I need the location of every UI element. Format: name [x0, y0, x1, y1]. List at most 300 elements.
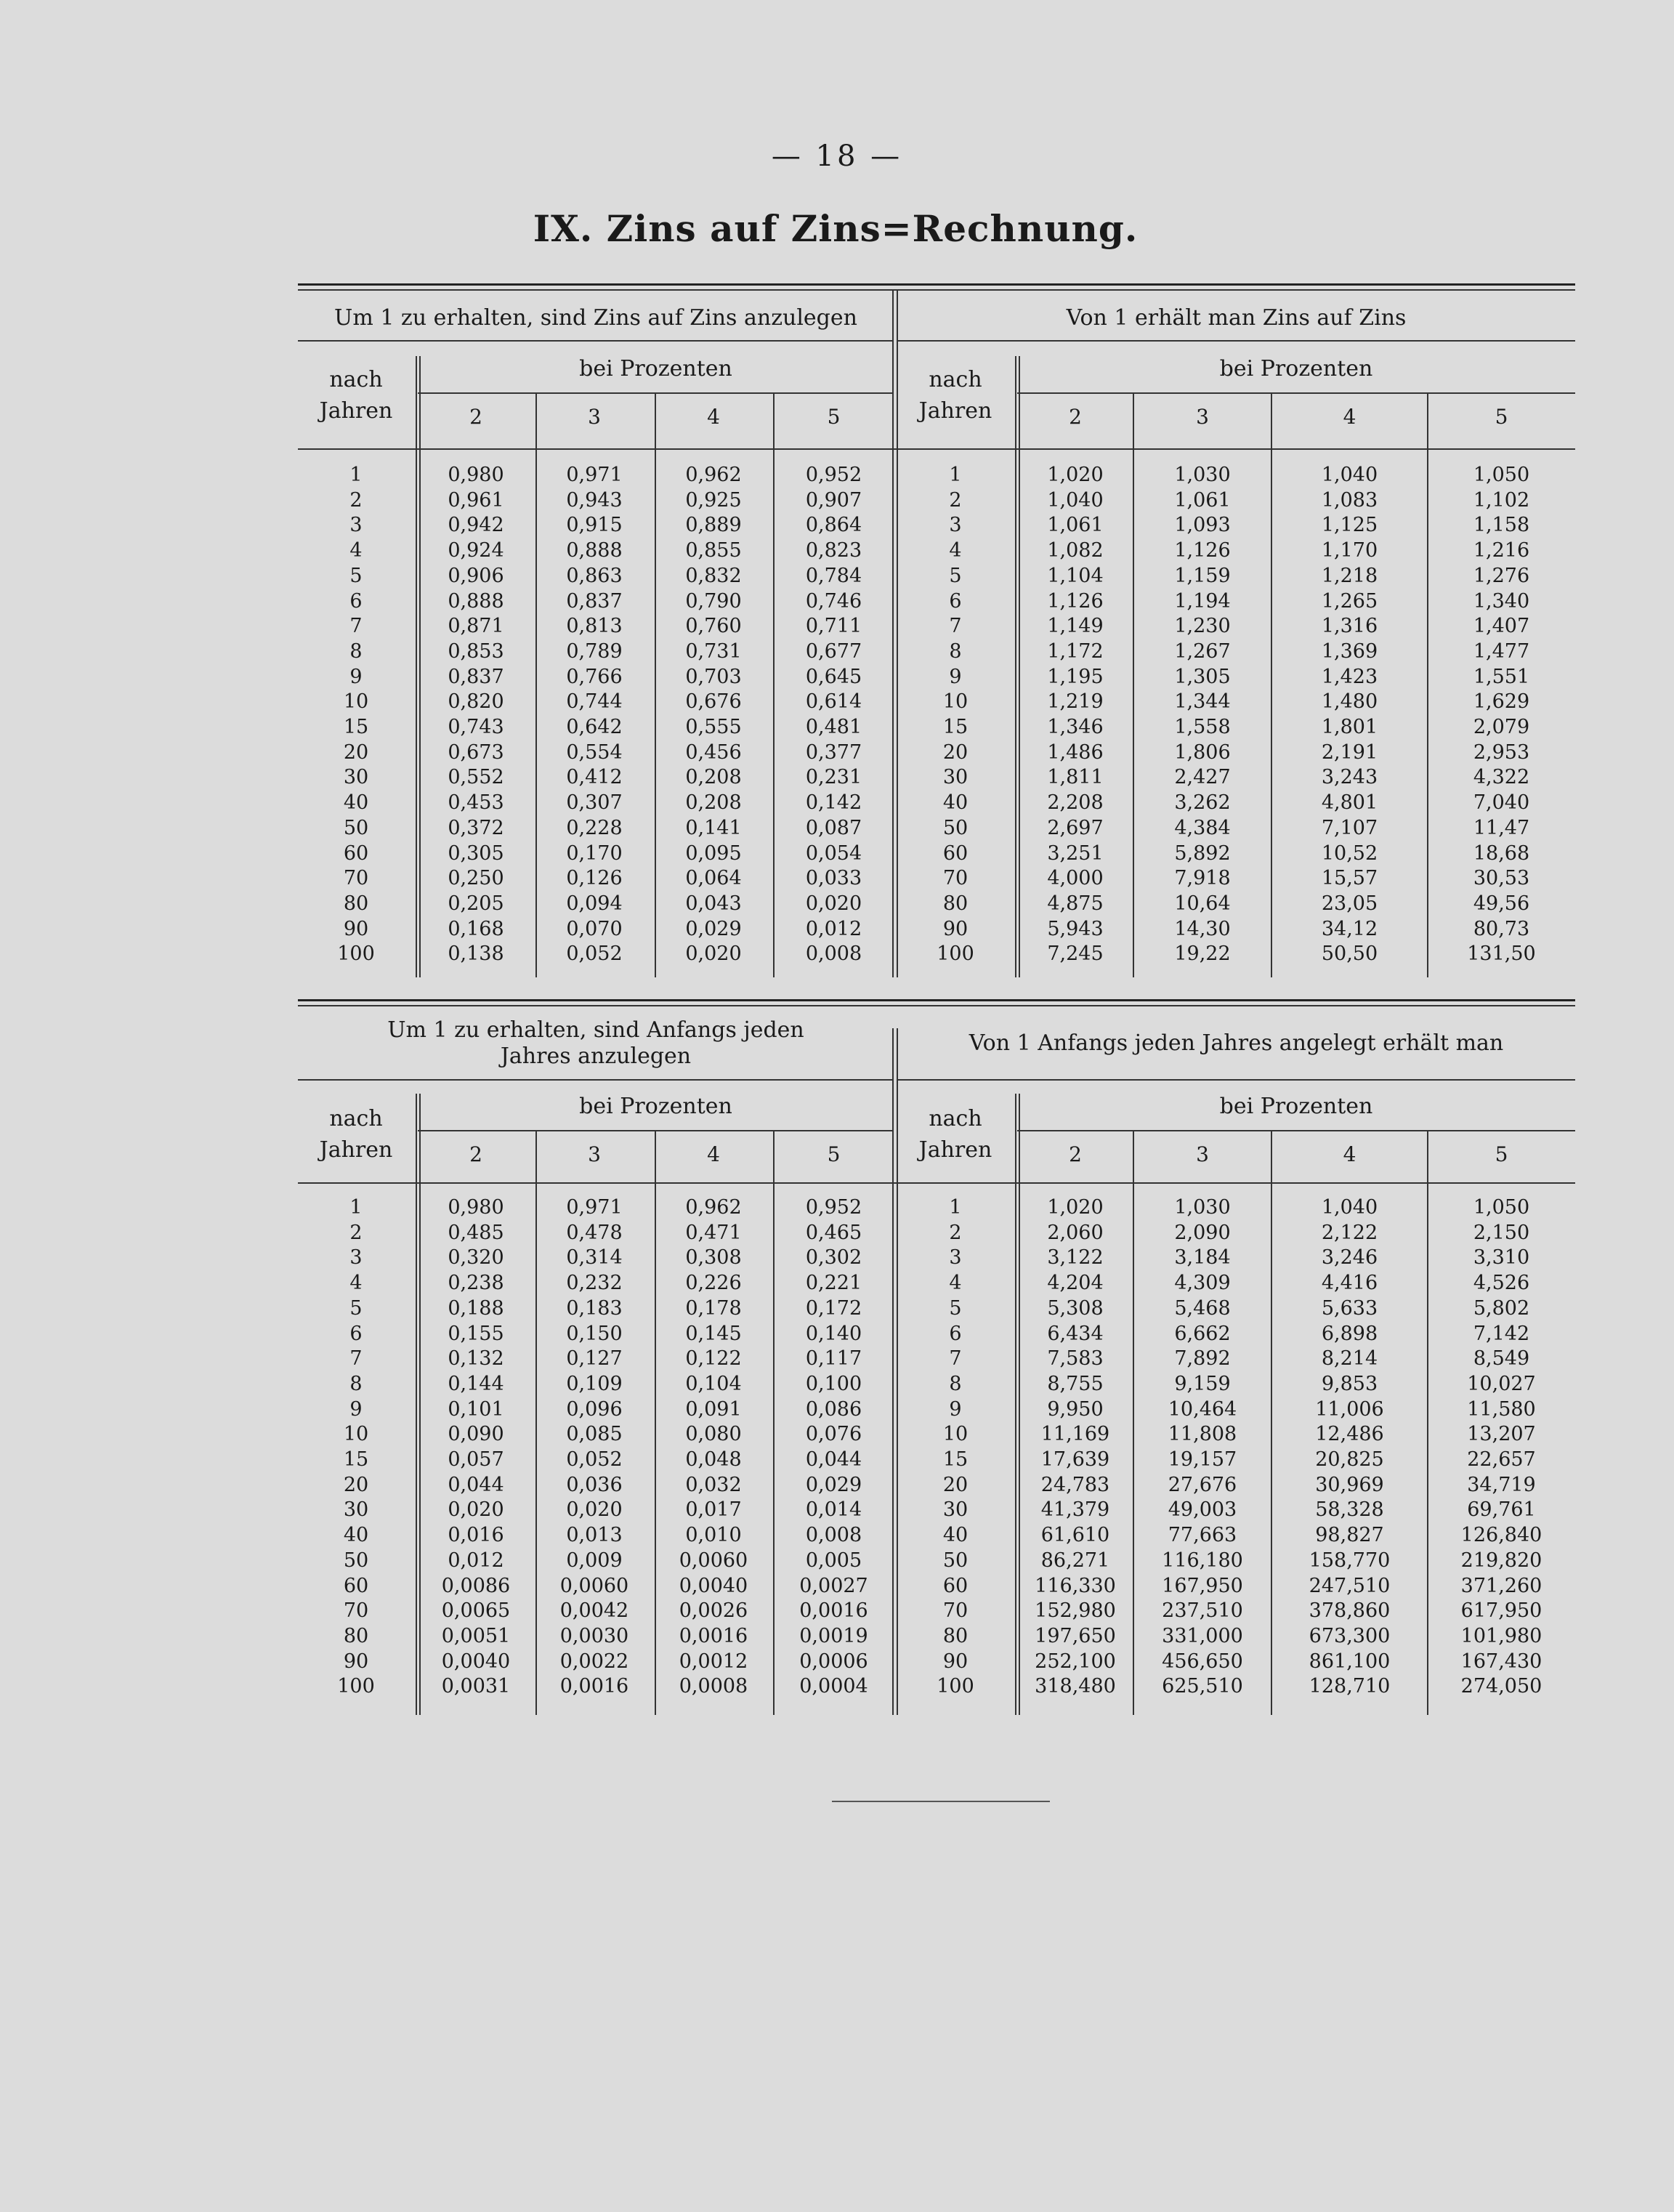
value-cell: 1,423: [1321, 665, 1378, 688]
percent-header: 4: [1343, 405, 1356, 429]
value-cell: 0,554: [566, 740, 623, 764]
column-rule: [419, 1094, 421, 1715]
value-cell: 0,033: [805, 867, 862, 890]
year-cell: 6: [349, 1322, 363, 1345]
year-cell: 10: [343, 690, 369, 714]
center-divider: [897, 291, 898, 977]
value-cell: 0,784: [805, 564, 862, 587]
value-cell: 1,305: [1174, 665, 1231, 688]
value-cell: 0,109: [566, 1372, 623, 1395]
value-cell: 8,214: [1321, 1347, 1378, 1371]
years-label: nach: [929, 1106, 982, 1131]
years-label: Jahren: [918, 1137, 992, 1163]
value-cell: 2,427: [1174, 766, 1231, 789]
value-cell: 3,122: [1047, 1246, 1104, 1270]
value-cell: 61,610: [1040, 1524, 1110, 1547]
value-cell: 0,372: [448, 816, 504, 839]
year-cell: 1: [949, 1196, 962, 1219]
value-cell: 49,56: [1473, 892, 1530, 915]
column-rule: [773, 1130, 775, 1715]
value-cell: 0,054: [805, 841, 862, 865]
caption-rule-right: [897, 340, 1575, 342]
value-cell: 0,971: [566, 1196, 623, 1219]
value-cell: 0,140: [805, 1322, 862, 1345]
value-cell: 1,344: [1174, 690, 1231, 714]
value-cell: 0,889: [685, 514, 742, 537]
year-cell: 20: [942, 740, 969, 764]
year-cell: 1: [349, 464, 363, 486]
value-cell: 0,205: [448, 892, 504, 915]
value-cell: 10,52: [1321, 841, 1378, 865]
value-cell: 0,020: [685, 942, 742, 966]
value-cell: 1,149: [1047, 615, 1104, 638]
value-cell: 2,697: [1047, 816, 1104, 839]
value-cell: 219,820: [1460, 1549, 1542, 1572]
year-cell: 40: [343, 791, 369, 815]
value-cell: 0,552: [448, 766, 504, 789]
header-bottom-rule: [298, 448, 1575, 450]
value-cell: 1,219: [1047, 690, 1104, 714]
value-cell: 128,710: [1309, 1675, 1391, 1698]
year-cell: 20: [942, 1473, 969, 1496]
percent-header: 2: [1069, 405, 1082, 429]
year-cell: 2: [949, 488, 962, 512]
percent-rule-right: [1017, 392, 1575, 394]
value-cell: 0,090: [448, 1423, 504, 1446]
year-cell: 3: [949, 1246, 962, 1270]
value-cell: 11,580: [1467, 1397, 1536, 1421]
value-cell: 1,040: [1321, 464, 1378, 486]
year-cell: 100: [937, 942, 974, 966]
column-rule: [1271, 392, 1272, 977]
years-label: Jahren: [918, 398, 992, 424]
value-cell: 1,267: [1174, 639, 1231, 663]
value-cell: 0,703: [685, 665, 742, 688]
value-cell: 0,823: [805, 539, 862, 562]
value-cell: 0,226: [685, 1272, 742, 1295]
value-cell: 0,0006: [799, 1650, 868, 1673]
value-cell: 1,030: [1174, 1196, 1231, 1219]
value-cell: 4,801: [1321, 791, 1378, 815]
value-cell: 1,020: [1047, 1196, 1104, 1219]
value-cell: 0,232: [566, 1272, 623, 1295]
value-cell: 1,126: [1047, 589, 1104, 613]
value-cell: 19,157: [1168, 1448, 1237, 1471]
value-cell: 0,673: [448, 740, 504, 764]
end-rule: [832, 1801, 1050, 1802]
value-cell: 116,180: [1162, 1549, 1243, 1572]
value-cell: 318,480: [1035, 1675, 1116, 1698]
value-cell: 0,813: [566, 615, 623, 638]
value-cell: 8,549: [1473, 1347, 1530, 1371]
value-cell: 0,178: [685, 1296, 742, 1320]
value-cell: 1,369: [1321, 639, 1378, 663]
value-cell: 0,127: [566, 1347, 623, 1371]
year-cell: 6: [949, 589, 962, 613]
value-cell: 4,204: [1047, 1272, 1104, 1295]
value-cell: 2,090: [1174, 1221, 1231, 1244]
value-cell: 13,207: [1467, 1423, 1536, 1446]
year-cell: 4: [349, 1272, 363, 1295]
value-cell: 80,73: [1473, 917, 1530, 940]
value-cell: 1,104: [1047, 564, 1104, 587]
value-cell: 0,126: [566, 867, 623, 890]
year-cell: 30: [942, 1498, 969, 1522]
year-cell: 7: [949, 615, 962, 638]
column-rule: [1427, 1130, 1428, 1715]
year-cell: 7: [349, 615, 363, 638]
year-cell: 80: [343, 892, 369, 915]
value-cell: 0,155: [448, 1322, 504, 1345]
value-cell: 617,950: [1460, 1599, 1542, 1623]
value-cell: 0,0016: [799, 1599, 868, 1623]
value-cell: 0,837: [566, 589, 623, 613]
value-cell: 22,657: [1467, 1448, 1536, 1471]
value-cell: 3,310: [1473, 1246, 1530, 1270]
year-cell: 70: [942, 1599, 969, 1623]
value-cell: 0,478: [566, 1221, 623, 1244]
left-caption: Jahres anzulegen: [500, 1044, 692, 1069]
year-cell: 2: [349, 488, 363, 512]
value-cell: 0,0086: [441, 1574, 511, 1597]
value-cell: 20,825: [1315, 1448, 1384, 1471]
value-cell: 0,095: [685, 841, 742, 865]
value-cell: 0,014: [805, 1498, 862, 1522]
value-cell: 0,010: [685, 1524, 742, 1547]
center-divider: [892, 1028, 894, 1715]
value-cell: 0,172: [805, 1296, 862, 1320]
value-cell: 2,079: [1473, 716, 1530, 738]
value-cell: 10,64: [1174, 892, 1231, 915]
value-cell: 0,141: [685, 816, 742, 839]
value-cell: 0,837: [448, 665, 504, 688]
value-cell: 1,477: [1473, 639, 1530, 663]
value-cell: 7,245: [1047, 942, 1104, 966]
value-cell: 861,100: [1309, 1650, 1391, 1673]
value-cell: 0,188: [448, 1296, 504, 1320]
value-cell: 24,783: [1040, 1473, 1110, 1496]
value-cell: 378,860: [1309, 1599, 1391, 1623]
year-cell: 90: [942, 917, 969, 940]
value-cell: 625,510: [1162, 1675, 1243, 1698]
value-cell: 7,918: [1174, 867, 1231, 890]
value-cell: 0,009: [566, 1549, 623, 1572]
value-cell: 0,456: [685, 740, 742, 764]
year-cell: 10: [942, 1423, 969, 1446]
year-cell: 9: [349, 1397, 363, 1421]
year-cell: 5: [949, 564, 962, 587]
value-cell: 0,314: [566, 1246, 623, 1270]
year-cell: 15: [343, 1448, 369, 1471]
value-cell: 1,558: [1174, 716, 1231, 738]
percent-header: 5: [1495, 1142, 1508, 1166]
table-top-rule-2: [298, 289, 1575, 291]
value-cell: 0,016: [448, 1524, 504, 1547]
value-cell: 0,743: [448, 716, 504, 738]
value-cell: 1,276: [1473, 564, 1530, 587]
value-cell: 0,485: [448, 1221, 504, 1244]
value-cell: 0,145: [685, 1322, 742, 1345]
value-cell: 126,840: [1460, 1524, 1542, 1547]
percent-header: 5: [827, 1142, 841, 1166]
value-cell: 0,170: [566, 841, 623, 865]
value-cell: 0,0012: [679, 1650, 748, 1673]
value-cell: 0,0008: [679, 1675, 748, 1698]
value-cell: 10,027: [1467, 1372, 1536, 1395]
value-cell: 0,005: [805, 1549, 862, 1572]
value-cell: 0,044: [805, 1448, 862, 1471]
value-cell: 0,0042: [559, 1599, 629, 1623]
value-cell: 2,122: [1321, 1221, 1378, 1244]
value-cell: 0,091: [685, 1397, 742, 1421]
percent-label: bei Prozenten: [579, 356, 732, 382]
value-cell: 1,486: [1047, 740, 1104, 764]
value-cell: 0,853: [448, 639, 504, 663]
value-cell: 0,036: [566, 1473, 623, 1496]
value-cell: 0,0026: [679, 1599, 748, 1623]
table-bottom-rule: [298, 999, 1575, 1001]
year-cell: 2: [349, 1221, 363, 1244]
page-title: IX. Zins auf Zins=Rechnung.: [533, 207, 1139, 250]
value-cell: 0,453: [448, 791, 504, 815]
value-cell: 5,943: [1047, 917, 1104, 940]
year-cell: 5: [349, 564, 363, 587]
value-cell: 1,801: [1321, 716, 1378, 738]
value-cell: 0,980: [448, 1196, 504, 1219]
column-rule: [1133, 1130, 1134, 1715]
value-cell: 10,464: [1168, 1397, 1237, 1421]
value-cell: 4,384: [1174, 816, 1231, 839]
value-cell: 1,125: [1321, 514, 1378, 537]
value-cell: 0,057: [448, 1448, 504, 1471]
year-cell: 90: [343, 1650, 369, 1673]
header-bottom-rule: [298, 1182, 1575, 1184]
value-cell: 5,308: [1047, 1296, 1104, 1320]
value-cell: 167,950: [1162, 1574, 1243, 1597]
value-cell: 0,008: [805, 1524, 862, 1547]
value-cell: 0,070: [566, 917, 623, 940]
year-cell: 7: [349, 1347, 363, 1371]
value-cell: 0,906: [448, 564, 504, 587]
value-cell: 0,320: [448, 1246, 504, 1270]
value-cell: 0,020: [566, 1498, 623, 1522]
value-cell: 0,0060: [679, 1549, 748, 1572]
value-cell: 0,614: [805, 690, 862, 714]
year-cell: 50: [343, 1549, 369, 1572]
year-cell: 70: [343, 867, 369, 890]
value-cell: 1,216: [1473, 539, 1530, 562]
value-cell: 0,744: [566, 690, 623, 714]
year-cell: 20: [343, 740, 369, 764]
value-cell: 0,221: [805, 1272, 862, 1295]
column-rule: [1133, 392, 1134, 977]
value-cell: 1,811: [1047, 766, 1104, 789]
percent-label: bei Prozenten: [1219, 1094, 1373, 1119]
year-cell: 30: [343, 1498, 369, 1522]
year-cell: 60: [343, 1574, 369, 1597]
value-cell: 101,980: [1460, 1624, 1542, 1647]
value-cell: 1,083: [1321, 488, 1378, 512]
value-cell: 14,30: [1174, 917, 1231, 940]
value-cell: 30,53: [1473, 867, 1530, 890]
year-cell: 70: [343, 1599, 369, 1623]
value-cell: 3,251: [1047, 841, 1104, 865]
percent-header: 2: [469, 405, 482, 429]
year-cell: 90: [942, 1650, 969, 1673]
table-bottom-rule-2: [298, 1005, 1575, 1006]
value-cell: 0,676: [685, 690, 742, 714]
year-cell: 4: [349, 539, 363, 562]
value-cell: 2,150: [1473, 1221, 1530, 1244]
value-cell: 0,032: [685, 1473, 742, 1496]
value-cell: 0,0016: [559, 1675, 629, 1698]
years-label: nach: [929, 367, 982, 392]
center-divider: [892, 291, 894, 977]
year-cell: 100: [337, 1675, 375, 1698]
value-cell: 11,808: [1168, 1423, 1237, 1446]
value-cell: 0,962: [685, 464, 742, 486]
value-cell: 0,0004: [799, 1675, 868, 1698]
value-cell: 237,510: [1162, 1599, 1243, 1623]
column-rule: [773, 392, 775, 977]
value-cell: 0,0031: [441, 1675, 511, 1698]
year-cell: 50: [942, 1549, 969, 1572]
value-cell: 4,875: [1047, 892, 1104, 915]
year-cell: 6: [949, 1322, 962, 1345]
value-cell: 0,555: [685, 716, 742, 738]
value-cell: 0,465: [805, 1221, 862, 1244]
value-cell: 1,159: [1174, 564, 1231, 587]
year-cell: 50: [343, 816, 369, 839]
value-cell: 0,0022: [559, 1650, 629, 1673]
value-cell: 0,0016: [679, 1624, 748, 1647]
year-cell: 6: [349, 589, 363, 613]
value-cell: 17,639: [1040, 1448, 1110, 1471]
value-cell: 0,017: [685, 1498, 742, 1522]
value-cell: 0,0040: [441, 1650, 511, 1673]
column-rule: [535, 1130, 537, 1715]
year-cell: 1: [349, 1196, 363, 1219]
value-cell: 0,952: [805, 1196, 862, 1219]
value-cell: 1,061: [1047, 514, 1104, 537]
value-cell: 1,551: [1473, 665, 1530, 688]
value-cell: 0,790: [685, 589, 742, 613]
value-cell: 0,044: [448, 1473, 504, 1496]
value-cell: 4,309: [1174, 1272, 1231, 1295]
value-cell: 0,144: [448, 1372, 504, 1395]
year-cell: 15: [343, 716, 369, 738]
year-cell: 5: [349, 1296, 363, 1320]
value-cell: 0,760: [685, 615, 742, 638]
value-cell: 7,040: [1473, 791, 1530, 815]
value-cell: 0,183: [566, 1296, 623, 1320]
value-cell: 0,0040: [679, 1574, 748, 1597]
value-cell: 0,132: [448, 1347, 504, 1371]
year-cell: 9: [949, 1397, 962, 1421]
value-cell: 1,480: [1321, 690, 1378, 714]
value-cell: 0,962: [685, 1196, 742, 1219]
value-cell: 0,925: [685, 488, 742, 512]
value-cell: 0,013: [566, 1524, 623, 1547]
value-cell: 0,642: [566, 716, 623, 738]
percent-header: 3: [588, 405, 601, 429]
value-cell: 7,892: [1174, 1347, 1231, 1371]
value-cell: 7,142: [1473, 1322, 1530, 1345]
year-cell: 9: [949, 665, 962, 688]
year-cell: 100: [937, 1675, 974, 1698]
value-cell: 3,243: [1321, 766, 1378, 789]
value-cell: 0,085: [566, 1423, 623, 1446]
value-cell: 152,980: [1035, 1599, 1116, 1623]
value-cell: 0,020: [448, 1498, 504, 1522]
value-cell: 0,0027: [799, 1574, 868, 1597]
years-label: Jahren: [319, 1137, 393, 1163]
value-cell: 0,080: [685, 1423, 742, 1446]
year-cell: 8: [349, 1372, 363, 1395]
column-rule: [1019, 356, 1020, 977]
value-cell: 0,645: [805, 665, 862, 688]
value-cell: 1,407: [1473, 615, 1530, 638]
year-cell: 50: [942, 816, 969, 839]
year-cell: 60: [343, 841, 369, 865]
value-cell: 456,650: [1162, 1650, 1243, 1673]
value-cell: 5,802: [1473, 1296, 1530, 1320]
percent-header: 2: [1069, 1142, 1082, 1166]
value-cell: 0,711: [805, 615, 862, 638]
caption-rule-left: [298, 1079, 894, 1081]
column-rule: [1015, 1094, 1016, 1715]
value-cell: 0,142: [805, 791, 862, 815]
year-cell: 4: [949, 539, 962, 562]
year-cell: 9: [349, 665, 363, 688]
value-cell: 0,238: [448, 1272, 504, 1295]
value-cell: 247,510: [1309, 1574, 1391, 1597]
value-cell: 8,755: [1047, 1372, 1104, 1395]
value-cell: 0,471: [685, 1221, 742, 1244]
year-cell: 40: [343, 1524, 369, 1547]
value-cell: 1,806: [1174, 740, 1231, 764]
value-cell: 0,924: [448, 539, 504, 562]
column-rule: [416, 356, 417, 977]
caption-rule-left: [298, 340, 894, 342]
value-cell: 0,888: [566, 539, 623, 562]
value-cell: 41,379: [1040, 1498, 1110, 1522]
value-cell: 1,158: [1473, 514, 1530, 537]
value-cell: 0,104: [685, 1372, 742, 1395]
column-rule: [1271, 1130, 1272, 1715]
value-cell: 2,060: [1047, 1221, 1104, 1244]
table-top-rule: [298, 283, 1575, 286]
value-cell: 4,000: [1047, 867, 1104, 890]
column-rule: [419, 356, 421, 977]
value-cell: 3,262: [1174, 791, 1231, 815]
column-rule: [655, 1130, 656, 1715]
left-caption: Um 1 zu erhalten, sind Zins auf Zins anzulegen: [334, 305, 857, 331]
value-cell: 69,761: [1467, 1498, 1536, 1522]
value-cell: 12,486: [1315, 1423, 1384, 1446]
value-cell: 1,194: [1174, 589, 1231, 613]
value-cell: 0,064: [685, 867, 742, 890]
value-cell: 1,050: [1473, 1196, 1530, 1219]
value-cell: 673,300: [1309, 1624, 1391, 1647]
value-cell: 7,583: [1047, 1347, 1104, 1371]
column-rule: [416, 1094, 417, 1715]
year-cell: 4: [949, 1272, 962, 1295]
value-cell: 0,481: [805, 716, 862, 738]
year-cell: 80: [942, 1624, 969, 1647]
value-cell: 1,030: [1174, 464, 1231, 486]
value-cell: 0,832: [685, 564, 742, 587]
